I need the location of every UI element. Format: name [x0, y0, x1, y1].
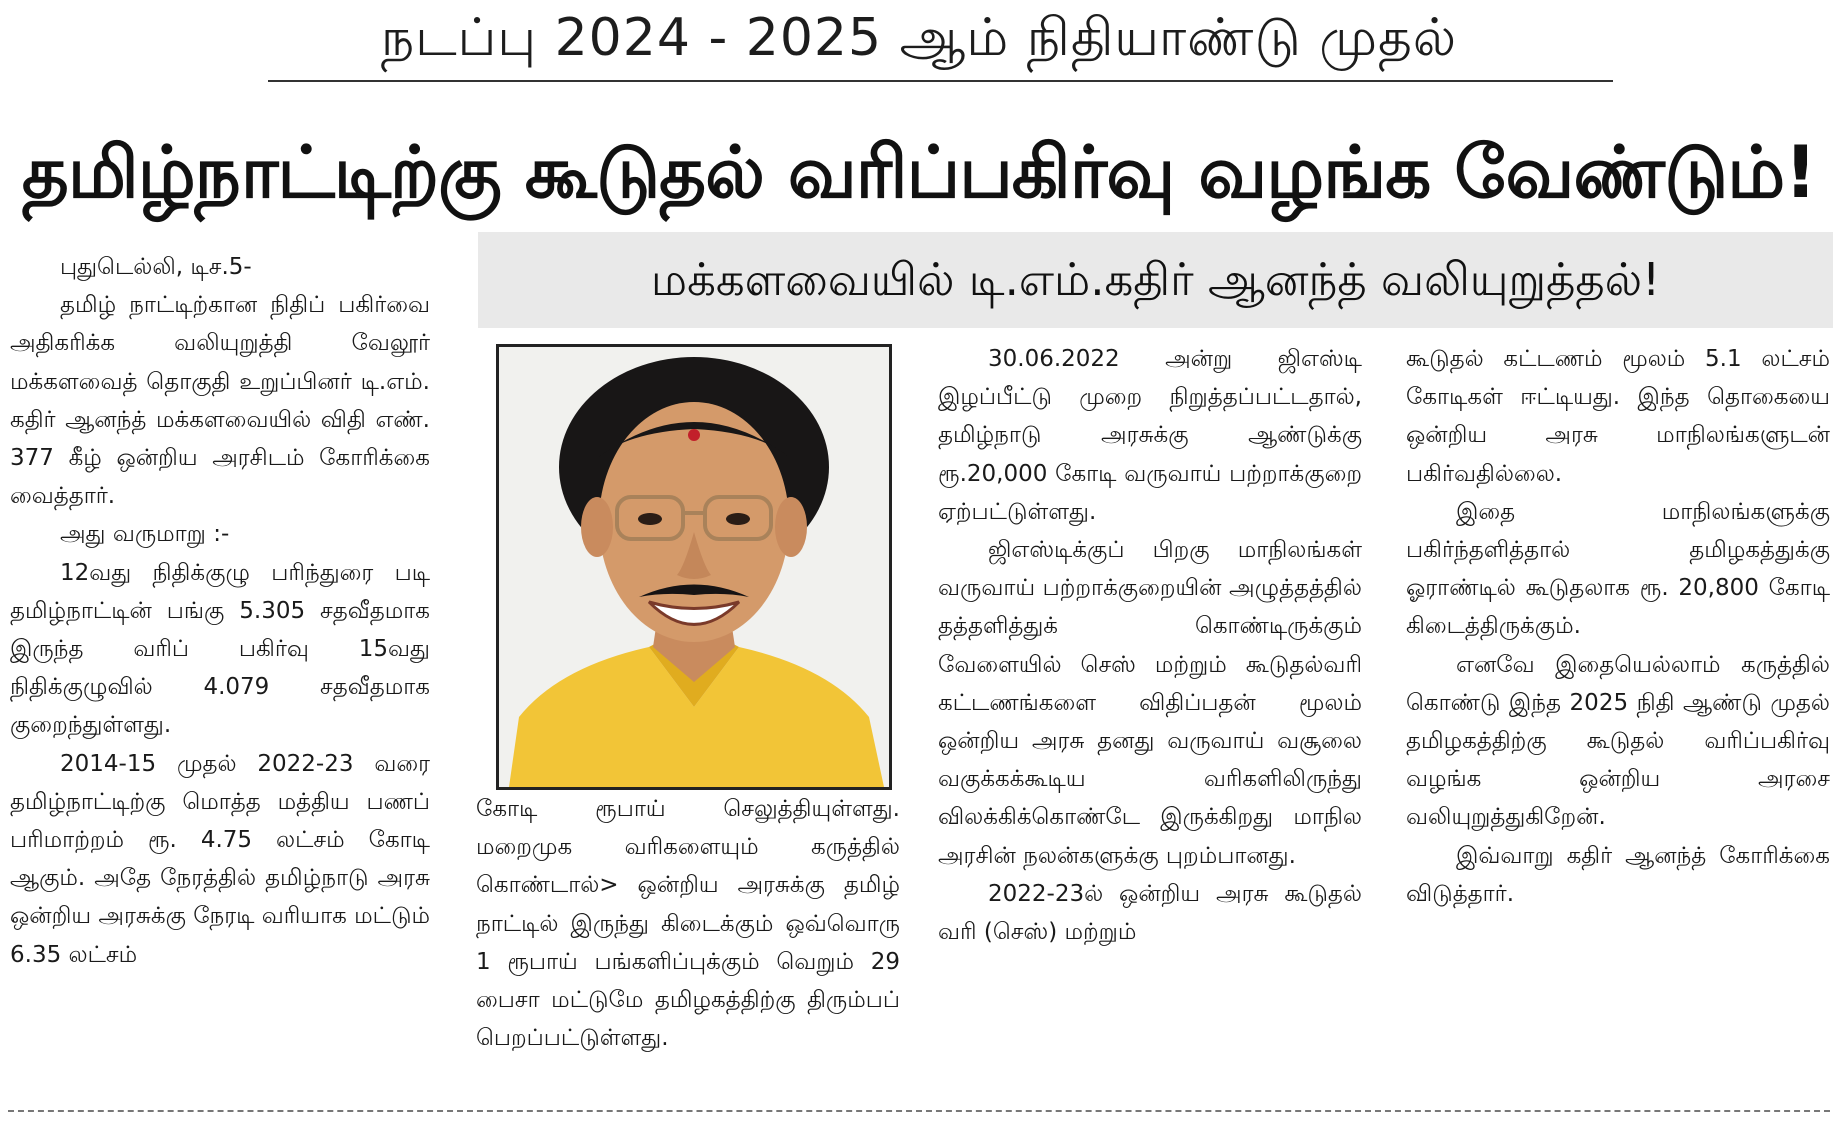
paragraph: 2022-23ல் ஒன்றிய அரசு கூடுதல் வரி (செஸ்) மற்றும் [938, 880, 1362, 946]
headline: தமிழ்நாட்டிற்கு கூடுதல் வரிப்பகிர்வு வழங்க வேண்டும்! [21, 130, 1817, 214]
paragraph: இதை மாநிலங்களுக்கு பகிர்ந்தளித்தால் தமிழகத்துக்கு ஓராண்டில் கூடுதலாக ரூ. 20,800 கோடி கிடைத்திருக்கும். [1406, 498, 1830, 640]
paragraph: கோடி ரூபாய் செலுத்தியுள்ளது. மறைமுக வரிகளையும் கருத்தில் கொண்டால்> ஒன்றிய அரசுக்கு தமிழ் நாட்டில் இருந்து கிடைக்கும் ஒவ்வொரு 1 ரூபாய் பங்களிப்புக்கும் வெறும் 29 பைசா மட்டுமே தமிழகத்திற்கு திரும்பப் பெறப்பட்டுள்ளது. [476, 796, 900, 1052]
portrait-photo [496, 344, 892, 790]
article-column-3 [938, 340, 1362, 1100]
paragraph: கூடுதல் கட்டணம் மூலம் 5.1 லட்சம் கோடிகள் ஈட்டியது. இந்த தொகையை ஒன்றிய அரசு மாநிலங்களுடன் பகிர்வதில்லை. [1406, 346, 1830, 487]
kicker-line: நடப்பு 2024 - 2025 ஆம் நிதியாண்டு முதல் [380, 8, 1458, 68]
paragraph: 30.06.2022 அன்று ஜிஎஸ்டி இழப்பீட்டு முறை நிறுத்தப்பட்டதால், தமிழ்நாடு அரசுக்கு ஆண்டுக்கு ரூ.20,000 கோடி வருவாய் பற்றாக்குறை ஏற்பட்டுள்ளது. [938, 346, 1362, 525]
article-column-4 [1406, 340, 1830, 1100]
portrait-illustration [499, 347, 889, 787]
bottom-divider [8, 1110, 1830, 1112]
article-column-1 [10, 248, 430, 1098]
paragraph: எனவே இதையெல்லாம் கருத்தில் கொண்டு இந்த 2025 நிதி ஆண்டு முதல் தமிழகத்திற்கு கூடுதல் வரிப்பகிர்வு வழங்க ஒன்றிய அரசை வலியுறுத்துகிறேன். [1406, 651, 1830, 831]
paragraph: 2014-15 முதல் 2022-23 வரை தமிழ்நாட்டிற்கு மொத்த மத்திய பணப் பரிமாற்றம் ரூ. 4.75 லட்சம் கோடி ஆகும். அதே நேரத்தில் தமிழ்நாடு அரசு ஒன்றிய அரசுக்கு நேரடி வரியாக மட்டும் 6.35 லட்சம் [10, 750, 430, 968]
paragraph: அது வருமாறு :- [60, 521, 230, 548]
subheadline: மக்களவையில் டி.எம்.கதிர் ஆனந்த் வலியுறுத்தல்! [650, 253, 1661, 306]
paragraph: இவ்வாறு கதிர் ஆனந்த் கோரிக்கை விடுத்தார். [1406, 842, 1830, 907]
paragraph: ஜிஎஸ்டிக்குப் பிறகு மாநிலங்கள் வருவாய் பற்றாக்குறையின் அழுத்தத்தில் தத்தளித்துக் கொண்டிருக்கும் வேளையில் செஸ் மற்றும் கூடுதல்வரி கட்டணங்களை விதிப்பதன் மூலம் ஒன்றிய அரசு தனது வருவாய் வசூலை வகுக்கக்கூடிய வரிகளிலிருந்து விலக்கிக்கொண்டே இருக்கிறது மாநில அரசின் நலன்களுக்கு புறம்பானது. [938, 537, 1362, 869]
dateline: புதுடெல்லி, டிச.5- [60, 254, 252, 280]
paragraph: 12வது நிதிக்குழு பரிந்துரை படி தமிழ்நாட்டின் பங்கு 5.305 சதவீதமாக இருந்த வரிப் பகிர்வு 15வது நிதிக்குழுவில் 4.079 சதவீதமாக குறைந்துள்ளது. [10, 559, 430, 739]
paragraph: தமிழ் நாட்டிற்கான நிதிப் பகிர்வை அதிகரிக்க வலியுறுத்தி வேலூர் மக்களவைத் தொகுதி உறுப்பினர் டி.எம். கதிர் ஆனந்த் மக்களவையில் விதி எண். 377 கீழ் ஒன்றிய அரசிடம் கோரிக்கை வைத்தார். [10, 292, 430, 510]
kicker-underline [268, 80, 1613, 82]
article-column-2 [476, 790, 900, 1100]
